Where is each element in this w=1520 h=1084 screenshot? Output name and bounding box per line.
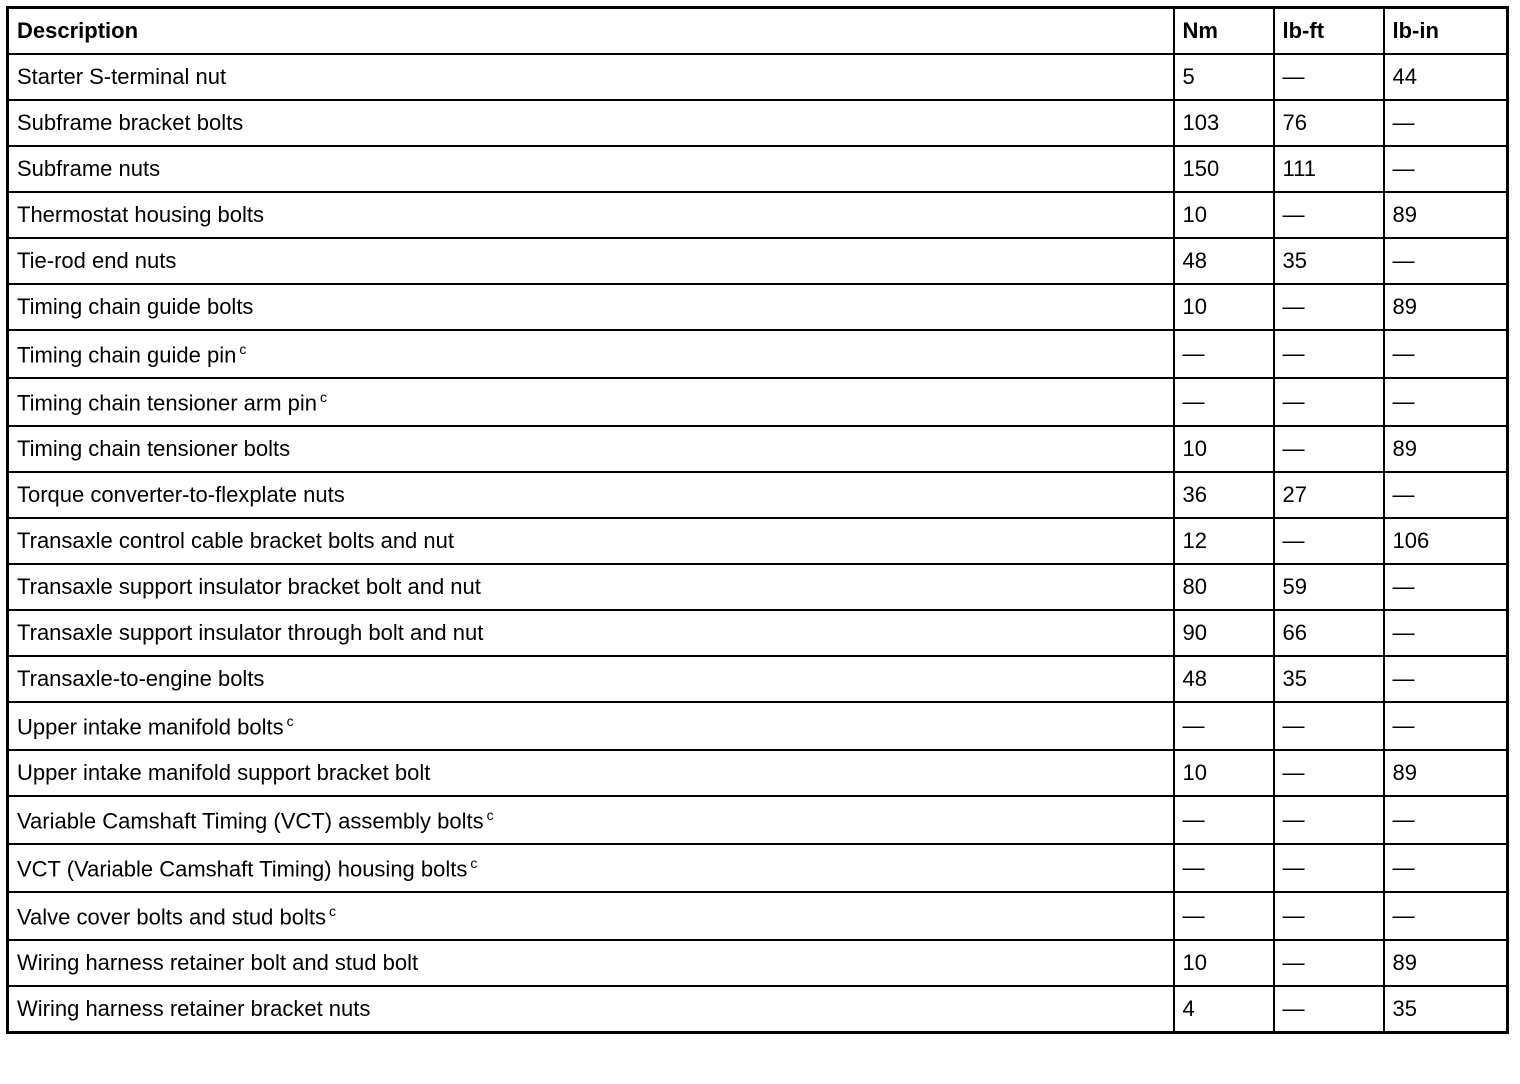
cell-nm: 103: [1174, 100, 1274, 146]
cell-lbin: 89: [1384, 940, 1508, 986]
cell-description: [8, 330, 1174, 378]
description-text: Transaxle-to-engine bolts: [17, 666, 265, 691]
cell-lbin: 44: [1384, 54, 1508, 100]
footnote-marker: c: [286, 712, 294, 729]
description-text: Starter S-terminal nut: [17, 64, 227, 89]
cell-description: [8, 702, 1174, 750]
description-text: Wiring harness retainer bolt and stud bolt: [17, 950, 419, 975]
table-header-row: [8, 8, 1508, 55]
cell-description: [8, 844, 1174, 892]
table-row: [8, 940, 1508, 986]
cell-lbin: 35: [1384, 986, 1508, 1033]
cell-description: [8, 656, 1174, 702]
cell-nm: 10: [1174, 192, 1274, 238]
description-text: Wiring harness retainer bracket nuts: [17, 996, 371, 1021]
cell-nm: 10: [1174, 284, 1274, 330]
table-row: [8, 986, 1508, 1033]
table-row: [8, 378, 1508, 426]
description-text: Subframe nuts: [17, 156, 161, 181]
column-header-lbin: lb-in: [1384, 8, 1508, 55]
cell-nm: 150: [1174, 146, 1274, 192]
footnote-marker: c: [486, 806, 494, 823]
cell-lbft: 35: [1274, 238, 1384, 284]
cell-description: [8, 564, 1174, 610]
table-row: [8, 892, 1508, 940]
cell-lbft: 27: [1274, 472, 1384, 518]
description-text: VCT (Variable Camshaft Timing) housing bolts: [17, 856, 468, 882]
cell-lbin: —: [1384, 702, 1508, 750]
cell-lbin: 89: [1384, 426, 1508, 472]
cell-lbin: 89: [1384, 192, 1508, 238]
cell-description: [8, 146, 1174, 192]
cell-lbft: 35: [1274, 656, 1384, 702]
table-row: [8, 518, 1508, 564]
cell-description: [8, 796, 1174, 844]
column-header-nm: Nm: [1174, 8, 1274, 55]
cell-lbft: 66: [1274, 610, 1384, 656]
description-text: Timing chain tensioner bolts: [17, 436, 291, 461]
table-row: [8, 564, 1508, 610]
cell-lbft: 76: [1274, 100, 1384, 146]
description-text: Valve cover bolts and stud bolts: [17, 904, 326, 930]
cell-nm: 4: [1174, 986, 1274, 1033]
cell-lbft: —: [1274, 378, 1384, 426]
cell-lbin: —: [1384, 100, 1508, 146]
cell-description: [8, 54, 1174, 100]
table-row: [8, 330, 1508, 378]
cell-lbft: —: [1274, 54, 1384, 100]
description-text: Torque converter-to-flexplate nuts: [17, 482, 345, 507]
cell-lbin: —: [1384, 610, 1508, 656]
table-row: [8, 54, 1508, 100]
cell-description: [8, 472, 1174, 518]
description-text: Timing chain guide bolts: [17, 294, 254, 319]
table-body: [8, 54, 1508, 1033]
cell-nm: —: [1174, 796, 1274, 844]
cell-nm: —: [1174, 378, 1274, 426]
cell-lbft: —: [1274, 892, 1384, 940]
table-row: [8, 238, 1508, 284]
cell-lbft: —: [1274, 796, 1384, 844]
description-text: Upper intake manifold support bracket bolt: [17, 760, 431, 785]
cell-lbin: —: [1384, 378, 1508, 426]
table-row: [8, 656, 1508, 702]
column-header-lbft: lb-ft: [1274, 8, 1384, 55]
footnote-marker: c: [329, 902, 336, 919]
description-text: Upper intake manifold bolts: [17, 714, 284, 740]
cell-description: [8, 378, 1174, 426]
cell-description: [8, 750, 1174, 796]
cell-description: [8, 284, 1174, 330]
cell-lbin: —: [1384, 564, 1508, 610]
cell-lbft: —: [1274, 518, 1384, 564]
description-text: Transaxle support insulator bracket bolt and nut: [17, 574, 481, 599]
cell-nm: 10: [1174, 940, 1274, 986]
cell-description: [8, 426, 1174, 472]
cell-lbin: 89: [1384, 750, 1508, 796]
table-row: [8, 750, 1508, 796]
footnote-marker: c: [470, 854, 478, 871]
cell-lbft: —: [1274, 702, 1384, 750]
cell-lbin: 106: [1384, 518, 1508, 564]
table-row: [8, 610, 1508, 656]
cell-lbin: —: [1384, 892, 1508, 940]
cell-nm: —: [1174, 844, 1274, 892]
cell-description: [8, 100, 1174, 146]
cell-nm: 80: [1174, 564, 1274, 610]
description-text: Transaxle control cable bracket bolts and nut: [17, 528, 454, 553]
cell-lbin: —: [1384, 844, 1508, 892]
table-row: [8, 284, 1508, 330]
cell-lbin: —: [1384, 472, 1508, 518]
cell-lbft: —: [1274, 986, 1384, 1033]
cell-nm: 10: [1174, 750, 1274, 796]
footnote-marker: c: [239, 340, 247, 357]
cell-nm: 48: [1174, 656, 1274, 702]
cell-description: [8, 238, 1174, 284]
cell-lbft: —: [1274, 426, 1384, 472]
cell-lbft: 111: [1274, 146, 1384, 192]
cell-lbin: —: [1384, 238, 1508, 284]
table-row: [8, 100, 1508, 146]
cell-nm: 10: [1174, 426, 1274, 472]
cell-description: [8, 192, 1174, 238]
description-text: Thermostat housing bolts: [17, 202, 265, 227]
cell-description: [8, 892, 1174, 940]
description-text: Subframe bracket bolts: [17, 110, 244, 135]
cell-description: [8, 518, 1174, 564]
cell-lbft: —: [1274, 192, 1384, 238]
cell-nm: 12: [1174, 518, 1274, 564]
table-row: [8, 702, 1508, 750]
cell-lbft: —: [1274, 940, 1384, 986]
column-header-description: Description: [8, 8, 1174, 55]
cell-description: [8, 610, 1174, 656]
cell-lbft: —: [1274, 284, 1384, 330]
cell-nm: 36: [1174, 472, 1274, 518]
cell-lbft: —: [1274, 330, 1384, 378]
cell-lbin: 89: [1384, 284, 1508, 330]
cell-lbft: —: [1274, 844, 1384, 892]
cell-lbft: 59: [1274, 564, 1384, 610]
table-row: [8, 426, 1508, 472]
cell-nm: —: [1174, 702, 1274, 750]
table-row: [8, 192, 1508, 238]
cell-lbin: —: [1384, 796, 1508, 844]
cell-nm: 90: [1174, 610, 1274, 656]
cell-nm: 48: [1174, 238, 1274, 284]
footnote-marker: c: [320, 388, 327, 405]
description-text: Timing chain tensioner arm pin: [17, 390, 317, 416]
cell-lbin: —: [1384, 656, 1508, 702]
cell-lbft: —: [1274, 750, 1384, 796]
table-row: [8, 844, 1508, 892]
description-text: Timing chain guide pin: [17, 342, 237, 368]
cell-description: [8, 940, 1174, 986]
table-row: [8, 796, 1508, 844]
table-row: [8, 472, 1508, 518]
description-text: Transaxle support insulator through bolt and nut: [17, 620, 484, 645]
torque-specifications-table: [6, 6, 1509, 1034]
table-row: [8, 146, 1508, 192]
cell-description: [8, 986, 1174, 1033]
cell-nm: —: [1174, 892, 1274, 940]
cell-nm: 5: [1174, 54, 1274, 100]
cell-lbin: —: [1384, 330, 1508, 378]
cell-lbin: —: [1384, 146, 1508, 192]
cell-nm: —: [1174, 330, 1274, 378]
description-text: Variable Camshaft Timing (VCT) assembly bolts: [17, 808, 484, 834]
description-text: Tie-rod end nuts: [17, 248, 177, 273]
